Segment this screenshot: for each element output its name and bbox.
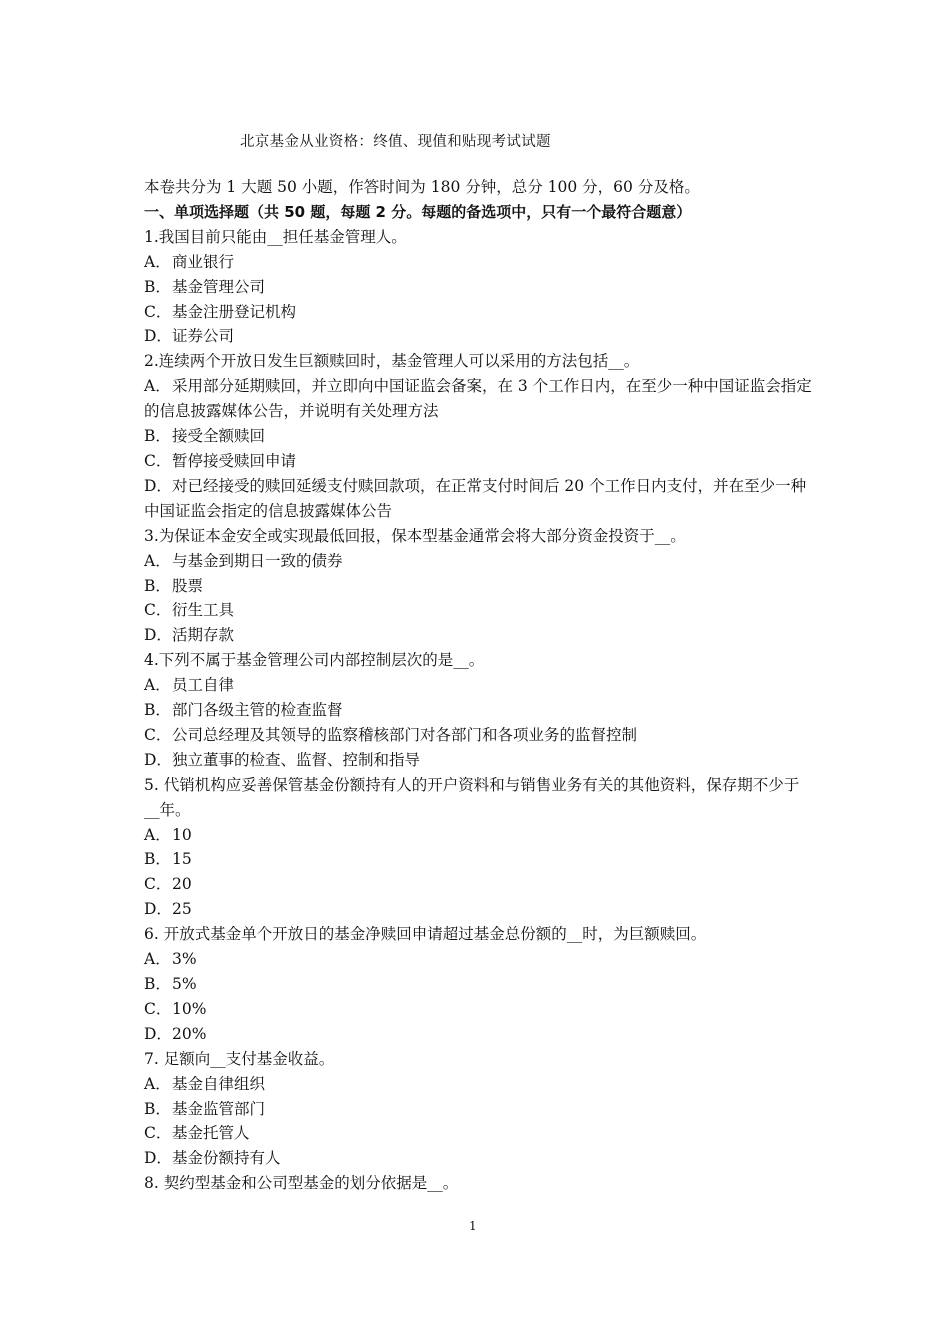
question-stem: 1.我国目前只能由__担任基金管理人。 bbox=[144, 227, 407, 246]
answer-option bbox=[144, 275, 814, 300]
option-key: B． bbox=[144, 850, 171, 869]
answer-option bbox=[144, 324, 814, 349]
answer-option bbox=[144, 872, 814, 897]
option-text: 公司总经理及其领导的监察稽核部门对各部门和各项业务的监督控制 bbox=[172, 725, 638, 744]
question-stem: 6. 开放式基金单个开放日的基金净赎回申请超过基金总份额的__时，为巨额赎回。 bbox=[144, 925, 707, 944]
answer-option bbox=[144, 997, 814, 1022]
exam-intro: 本卷共分为 1 大题 50 小题，作答时间为 180 分钟，总分 100 分，60 分及格。 bbox=[144, 178, 700, 196]
answer-option bbox=[144, 673, 814, 698]
option-text: 活期存款 bbox=[172, 626, 235, 645]
question-stem: 5. 代销机构应妥善保管基金份额持有人的开户资料和与销售业务有关的其他资料，保存期不少于__年。 bbox=[144, 775, 800, 819]
answer-option bbox=[144, 897, 814, 922]
question-stem: 4.下列不属于基金管理公司内部控制层次的是__。 bbox=[144, 651, 485, 670]
option-text: 10 bbox=[172, 825, 192, 844]
question-block bbox=[144, 225, 814, 350]
option-key: A． bbox=[144, 1074, 171, 1093]
option-text: 基金监管部门 bbox=[172, 1099, 266, 1118]
question-block bbox=[144, 1171, 814, 1196]
answer-option bbox=[144, 474, 814, 524]
option-key: A． bbox=[144, 950, 171, 969]
option-key: C． bbox=[144, 875, 172, 894]
option-text: 基金管理公司 bbox=[172, 277, 266, 296]
option-text: 衍生工具 bbox=[172, 601, 235, 620]
page-number: 1 bbox=[469, 1219, 477, 1233]
option-text: 接受全额赎回 bbox=[172, 427, 266, 446]
answer-option bbox=[144, 250, 814, 275]
answer-option bbox=[144, 598, 814, 623]
answer-option bbox=[144, 1121, 814, 1146]
answer-option bbox=[144, 300, 814, 325]
question-stem: 7. 足额向__支付基金收益。 bbox=[144, 1049, 335, 1068]
answer-option bbox=[144, 1072, 814, 1097]
option-key: D． bbox=[144, 900, 172, 919]
option-key: B． bbox=[144, 277, 171, 296]
question-block bbox=[144, 922, 814, 1047]
option-key: D． bbox=[144, 327, 172, 346]
option-text: 5% bbox=[172, 975, 197, 993]
option-key: C． bbox=[144, 1124, 172, 1143]
answer-option bbox=[144, 947, 814, 972]
option-text: 暂停接受赎回申请 bbox=[172, 451, 297, 470]
answer-option bbox=[144, 698, 814, 723]
option-key: D． bbox=[144, 750, 172, 769]
option-text: 基金托管人 bbox=[172, 1124, 250, 1143]
question-block bbox=[144, 524, 814, 649]
option-key: C． bbox=[144, 451, 172, 470]
answer-option bbox=[144, 1097, 814, 1122]
answer-option bbox=[144, 823, 814, 848]
option-key: C． bbox=[144, 302, 172, 321]
answer-option bbox=[144, 424, 814, 449]
answer-option bbox=[144, 449, 814, 474]
option-key: C． bbox=[144, 601, 172, 620]
option-text: 对已经接受的赎回延缓支付赎回款项，在正常支付时间后 20 个工作日内支付，并在至少一种中国证监会指定的信息披露媒体公告 bbox=[144, 476, 807, 520]
option-key: B． bbox=[144, 576, 171, 595]
option-text: 商业银行 bbox=[172, 252, 235, 271]
option-text: 证券公司 bbox=[172, 327, 235, 346]
option-text: 独立董事的检查、监督、控制和指导 bbox=[172, 750, 421, 769]
question-block bbox=[144, 349, 814, 523]
answer-option bbox=[144, 574, 814, 599]
question-stem: 8. 契约型基金和公司型基金的划分依据是__。 bbox=[144, 1174, 459, 1193]
document-body bbox=[144, 175, 814, 1196]
option-key: B． bbox=[144, 427, 171, 446]
option-text: 基金自律组织 bbox=[172, 1074, 266, 1093]
option-key: A． bbox=[144, 252, 171, 271]
option-key: B． bbox=[144, 701, 171, 720]
option-key: B． bbox=[144, 1099, 171, 1118]
option-text: 股票 bbox=[172, 576, 204, 595]
option-text: 与基金到期日一致的债券 bbox=[172, 551, 343, 570]
option-text: 基金份额持有人 bbox=[172, 1149, 281, 1168]
option-text: 基金注册登记机构 bbox=[172, 302, 297, 321]
answer-option bbox=[144, 549, 814, 574]
option-key: C． bbox=[144, 725, 172, 744]
option-text: 15 bbox=[172, 850, 192, 869]
option-key: A． bbox=[144, 825, 171, 844]
option-text: 采用部分延期赎回，并立即向中国证监会备案，在 3 个工作日内，在至少一种中国证监会指定的信息披露媒体公告，并说明有关处理方法 bbox=[144, 377, 812, 421]
option-key: B． bbox=[144, 975, 171, 993]
question-stem: 2.连续两个开放日发生巨额赎回时，基金管理人可以采用的方法包括__。 bbox=[144, 352, 640, 371]
option-key: A． bbox=[144, 676, 171, 695]
option-text: 25 bbox=[172, 900, 192, 919]
answer-option bbox=[144, 623, 814, 648]
option-key: D． bbox=[144, 1149, 172, 1168]
answer-option bbox=[144, 1146, 814, 1171]
option-key: D． bbox=[144, 1024, 172, 1043]
option-text: 部门各级主管的检查监督 bbox=[172, 701, 343, 720]
question-stem: 3.为保证本金安全或实现最低回报，保本型基金通常会将大部分资金投资于__。 bbox=[144, 526, 686, 545]
option-key: A． bbox=[144, 377, 171, 396]
answer-option bbox=[144, 972, 814, 997]
question-block bbox=[144, 773, 814, 922]
option-text: 20% bbox=[172, 1024, 207, 1043]
answer-option bbox=[144, 1022, 814, 1047]
answer-option bbox=[144, 748, 814, 773]
answer-option bbox=[144, 723, 814, 748]
option-key: D． bbox=[144, 626, 172, 645]
option-key: A． bbox=[144, 551, 171, 570]
option-text: 20 bbox=[172, 875, 192, 894]
option-key: D． bbox=[144, 476, 172, 495]
answer-option bbox=[144, 374, 814, 424]
option-text: 10% bbox=[172, 999, 207, 1018]
option-text: 3% bbox=[172, 950, 197, 969]
option-text: 员工自律 bbox=[172, 676, 235, 695]
option-key: C． bbox=[144, 999, 172, 1018]
question-block bbox=[144, 648, 814, 773]
document-title: 北京基金从业资格：终值、现值和贴现考试试题 bbox=[240, 134, 551, 150]
question-block bbox=[144, 1047, 814, 1172]
section-heading: 一、单项选择题（共 50 题，每题 2 分。每题的备选项中，只有一个最符合题意） bbox=[144, 202, 692, 221]
answer-option bbox=[144, 847, 814, 872]
